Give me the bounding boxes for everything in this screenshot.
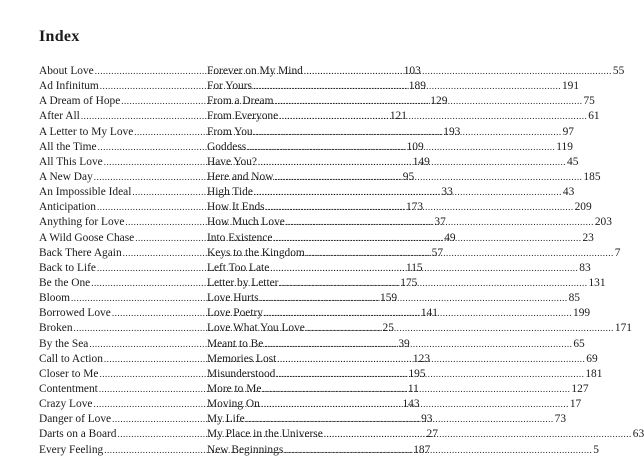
entry-title: Into Existence <box>207 231 273 244</box>
entry-page-number: 209 <box>574 201 592 214</box>
entry-title: Anticipation <box>39 201 96 214</box>
entry-page-number: 203 <box>594 216 612 229</box>
entry-page-number: 75 <box>583 95 595 108</box>
entry-page-number: 159 <box>380 292 398 305</box>
entry-title: More to Me <box>207 382 262 395</box>
dot-leader <box>260 291 568 306</box>
entry-title: Love Poetry <box>207 307 263 320</box>
entry-page-number: 55 <box>612 65 625 77</box>
dot-leader <box>279 276 587 291</box>
dot-leader <box>284 443 592 458</box>
dot-leader <box>254 185 562 200</box>
dot-leader <box>277 352 585 367</box>
entry-page-number: 97 <box>562 125 574 138</box>
entry-page-number: 49 <box>444 231 456 244</box>
dot-leader <box>264 306 572 321</box>
dot-leader <box>273 231 581 246</box>
entry-page-number: 131 <box>588 276 606 289</box>
entry-page-number: 103 <box>403 65 421 77</box>
dot-leader <box>261 397 569 412</box>
entry-page-number: 45 <box>567 155 579 168</box>
entry-title: Have You? <box>207 155 257 168</box>
entry-page-number: 11 <box>407 382 419 395</box>
entry-page-number: 123 <box>412 352 431 365</box>
entry-page-number: 127 <box>571 382 589 395</box>
entry-title: New Beginnings <box>207 443 284 456</box>
entry-page-number: 141 <box>420 307 438 320</box>
entry-title: Misunderstood <box>207 367 276 380</box>
entry-page-number: 193 <box>443 125 461 138</box>
entry-title: From a Dream <box>207 95 274 108</box>
dot-leader <box>274 170 582 185</box>
entry-title: Every Feeling <box>39 443 104 456</box>
entry-title: Forever on My Mind <box>207 65 303 77</box>
entry-title: Crazy Love <box>39 398 93 411</box>
dot-leader <box>306 246 614 261</box>
entry-page-number: 191 <box>561 80 580 93</box>
entry-page-number: 39 <box>398 337 410 350</box>
entry-page-number: 187 <box>413 443 431 456</box>
entry-title: Left Too Late <box>207 261 270 274</box>
entry-page-number: 175 <box>400 276 418 289</box>
dot-leader <box>306 321 614 336</box>
entry-title: From Everyone <box>207 110 279 123</box>
entry-title: Be the One <box>39 276 91 289</box>
entry-title: Borrowed Love <box>39 307 111 320</box>
entry-page-number: 83 <box>579 261 591 274</box>
entry-title: How Much Love <box>207 216 285 229</box>
entry-page-number: 119 <box>556 140 573 153</box>
entry-page-number: 69 <box>586 352 598 365</box>
entry-title: For Yours <box>207 80 252 93</box>
entry-title: Moving On <box>207 398 260 411</box>
entry-title: Meant to Be <box>207 337 264 350</box>
dot-leader <box>258 155 566 170</box>
entry-page-number: 65 <box>573 337 585 350</box>
entry-title: Back to Life <box>39 261 96 274</box>
entry-title: Ad Infinitum <box>39 80 99 93</box>
dot-leader <box>266 200 574 215</box>
entry-page-number: 149 <box>412 155 430 168</box>
entry-page-number: 189 <box>408 80 426 93</box>
entry-page-number: 173 <box>405 201 424 214</box>
dot-leader <box>247 140 555 155</box>
entry-title: Call to Action <box>39 352 103 365</box>
entry-title: Letter by Letter <box>207 276 279 289</box>
entry-title: All This Love <box>39 155 103 168</box>
entry-page-number: 129 <box>430 95 448 108</box>
entry-page-number: 73 <box>554 413 567 426</box>
entry-title: An Impossible Ideal <box>39 186 132 199</box>
dot-leader <box>279 109 587 124</box>
entry-page-number: 185 <box>583 170 601 183</box>
entry-title: A Dream of Hope <box>39 95 121 108</box>
dot-leader <box>324 427 632 442</box>
entry-title: Anything for Love <box>39 216 125 229</box>
dot-leader <box>246 412 554 427</box>
dot-leader <box>270 261 578 276</box>
entry-title: My Place in the Universe <box>207 428 323 441</box>
entry-title: Broken <box>39 322 73 335</box>
entry-title: Back There Again <box>39 246 122 259</box>
dot-leader <box>254 125 562 140</box>
entry-page-number: 63 <box>632 428 644 441</box>
dot-leader <box>253 79 561 94</box>
entry-title: Darts on a Board <box>39 428 117 441</box>
entry-page-number: 25 <box>382 322 394 335</box>
entry-title: About Love <box>39 65 94 77</box>
entry-page-number: 7 <box>614 246 621 259</box>
entry-page-number: 109 <box>406 140 424 153</box>
dot-leader <box>264 337 572 352</box>
entry-page-number: 17 <box>569 398 582 411</box>
entry-page-number: 95 <box>402 170 415 183</box>
entry-title: Goddess <box>207 140 247 153</box>
entry-title: Love What You Love <box>207 322 305 335</box>
entry-title: From You <box>207 125 253 138</box>
entry-title: All the Time <box>39 140 97 153</box>
entry-title: Keys to the Kingdom <box>207 246 305 259</box>
entry-page-number: 61 <box>588 110 600 123</box>
entry-title: By the Sea <box>39 337 89 350</box>
entry-page-number: 199 <box>573 307 591 320</box>
entry-page-number: 143 <box>402 398 420 411</box>
entry-title: High Tide <box>207 186 253 199</box>
entry-title: Memories Lost <box>207 352 277 365</box>
entry-page-number: 37 <box>434 216 446 229</box>
entry-title: Bloom <box>39 292 71 305</box>
entry-page-number: 85 <box>568 292 580 305</box>
entry-title: Here and Now <box>207 170 274 183</box>
entry-page-number: 181 <box>585 367 603 380</box>
entry-title: A New Day <box>39 170 93 183</box>
entry-page-number: 57 <box>431 246 444 259</box>
dot-leader <box>262 382 570 397</box>
entry-page-number: 27 <box>426 428 438 441</box>
entry-page-number: 5 <box>593 443 599 456</box>
entry-title: A Wild Goose Chase <box>39 231 135 244</box>
entry-page-number: 195 <box>408 367 426 380</box>
dot-leader <box>274 94 582 109</box>
entry-title: Love Hurts <box>207 292 259 305</box>
entry-page-number: 33 <box>441 186 453 199</box>
page-title: Index <box>39 28 80 45</box>
dot-leader <box>286 215 594 230</box>
entry-title: After All <box>39 110 80 123</box>
entry-title: My Life <box>207 413 245 426</box>
entry-page-number: 171 <box>614 322 632 335</box>
entry-page-number: 121 <box>389 110 407 123</box>
entry-page-number: 23 <box>582 231 594 244</box>
entry-title: Contentment <box>39 382 98 395</box>
entry-page-number: 115 <box>405 261 423 274</box>
entry-title: A Letter to My Love <box>39 125 134 138</box>
entry-page-number: 93 <box>421 413 433 426</box>
entry-title: Closer to Me <box>39 367 99 380</box>
entry-page-number: 43 <box>562 186 575 199</box>
dot-leader <box>276 367 584 382</box>
dot-leader <box>304 64 612 79</box>
entry-title: How It Ends <box>207 201 265 214</box>
entry-title: Danger of Love <box>39 413 112 426</box>
